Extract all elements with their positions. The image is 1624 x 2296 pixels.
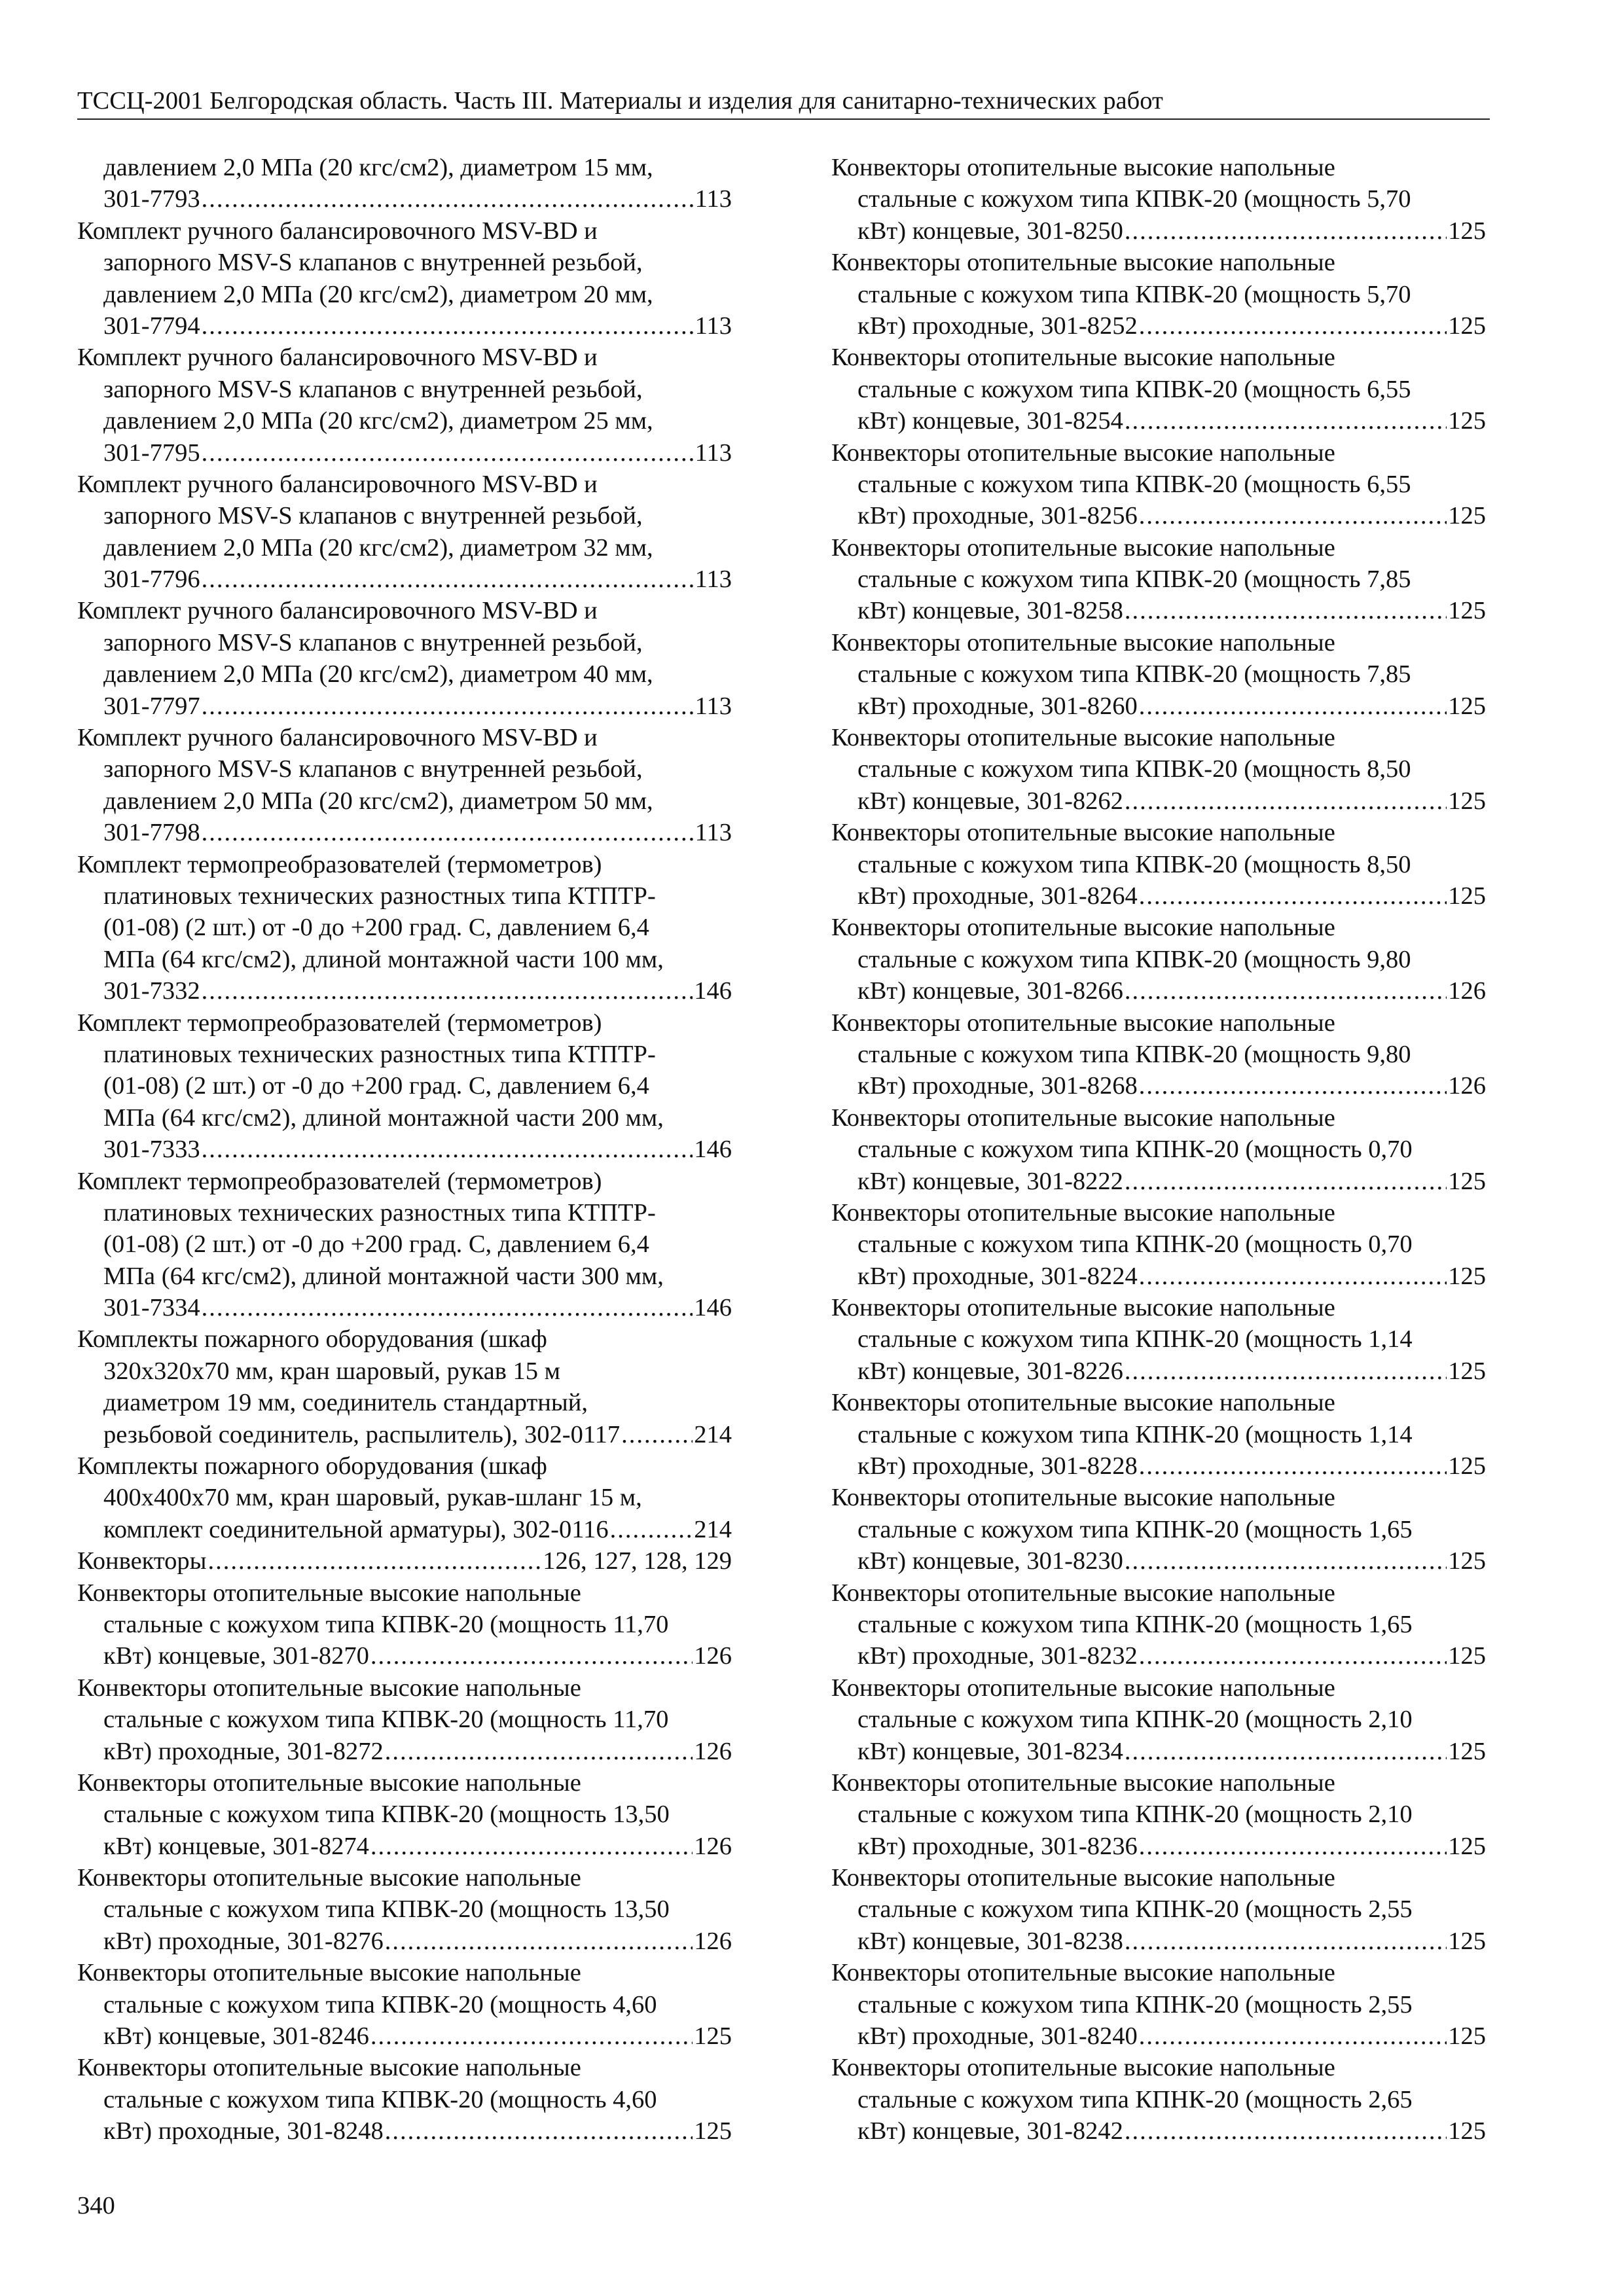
entry-text-line: стальные с кожухом типа КПНК-20 (мощность 2,10 [857, 1801, 1413, 1829]
page-reference: 125 [1448, 882, 1486, 910]
entry-last-line [831, 500, 1486, 531]
entry-code: 301-7795 [103, 439, 200, 467]
entry-text-line: Конвекторы отопительные высокие напольные [831, 154, 1335, 181]
entry-text-line: Конвекторы отопительные высокие напольные [831, 533, 1335, 562]
index-entry [831, 152, 1486, 247]
dot-leader [1125, 1355, 1447, 1387]
index-entry [77, 342, 732, 469]
index-entry [831, 437, 1486, 532]
index-entry [77, 152, 732, 215]
entry-code: 301-7797 [103, 692, 200, 720]
page-reference: 126 [1448, 1072, 1486, 1100]
running-header: ТССЦ-2001 Белгородская область. Часть III. Материалы и изделия для санитарно-технических работ [77, 87, 1163, 115]
dot-leader [202, 310, 694, 342]
entry-text-line: стальные с кожухом типа КПНК-20 (мощность 1,65 [857, 1610, 1413, 1638]
entry-text-line: (01-08) (2 шт.) от -0 до +200 град. С, давлением 6,4 [103, 1230, 649, 1259]
entry-text-line: Конвекторы отопительные высокие напольные [831, 249, 1335, 277]
dot-leader [1125, 215, 1447, 247]
entry-code: кВт) концевые, 301-8254 [857, 407, 1123, 435]
entry-code: кВт) проходные, 301-8232 [857, 1642, 1138, 1670]
entry-text-line: Конвекторы отопительные высокие напольные [77, 1768, 581, 1797]
entry-text-line: Конвекторы отопительные высокие напольные [831, 1484, 1335, 1512]
dot-leader [202, 564, 694, 595]
entry-last-line [831, 405, 1486, 437]
dot-leader [385, 1926, 693, 1957]
index-entry [77, 1450, 732, 1545]
index-column-left [77, 152, 732, 2147]
entry-text-line: стальные с кожухом типа КПВК-20 (мощность 9,80 [857, 1040, 1411, 1068]
page-reference: 125 [694, 2117, 732, 2145]
page-reference: 125 [1448, 597, 1486, 625]
entry-last-line [77, 1926, 732, 1957]
page-reference: 214 [694, 1515, 732, 1543]
page-reference: 126 [694, 1737, 732, 1765]
entry-text-line: Комплект ручного балансировочного MSV-BD и [77, 344, 598, 372]
entry-code: 301-7798 [103, 819, 200, 847]
page-reference: 126 [694, 1927, 732, 1955]
page-reference: 125 [1448, 217, 1486, 245]
entry-code: кВт) концевые, 301-8234 [857, 1737, 1123, 1765]
entry-code: комплект соединительной арматуры), 302-0116 [103, 1515, 609, 1543]
entry-text-line: Конвекторы отопительные высокие напольные [831, 1389, 1335, 1417]
header-rule [77, 118, 1490, 120]
index-entry [831, 2052, 1486, 2147]
entry-code: 301-7332 [103, 977, 200, 1005]
dot-leader [202, 1134, 693, 1165]
entry-text-line: стальные с кожухом типа КПНК-20 (мощность 1,14 [857, 1325, 1413, 1354]
page-reference: 125 [1448, 407, 1486, 435]
page-reference: 113 [695, 692, 732, 720]
index-entry [77, 1545, 732, 1577]
dot-leader [1125, 785, 1447, 817]
dot-leader [1125, 1545, 1447, 1577]
entry-code: кВт) концевые, 301-8230 [857, 1547, 1123, 1575]
index-entry [77, 849, 732, 1007]
entry-code: кВт) проходные, 301-8236 [857, 1832, 1138, 1860]
index-entry [831, 817, 1486, 912]
entry-code: кВт) проходные, 301-8224 [857, 1262, 1138, 1290]
page-reference: 113 [695, 819, 732, 847]
entry-last-line [77, 437, 732, 469]
entry-text-line: запорного MSV-S клапанов с внутренней резьбой, [103, 755, 643, 783]
entry-last-line [831, 1166, 1486, 1197]
entry-text-line: платиновых технических разностных типа КТПТР- [103, 1198, 656, 1227]
entry-last-line [77, 1545, 732, 1577]
entry-text-line: Комплект ручного балансировочного MSV-BD и [77, 217, 598, 245]
entry-text-line: стальные с кожухом типа КПВК-20 (мощность 8,50 [857, 850, 1411, 878]
dot-leader [202, 183, 694, 215]
dot-leader [1139, 1831, 1447, 1862]
entry-text-line: Конвекторы отопительные высокие напольные [77, 2054, 581, 2082]
entry-text-line: давлением 2,0 МПа (20 кгс/см2), диаметром 40 мм, [103, 660, 653, 689]
index-entry [831, 722, 1486, 817]
entry-last-line [831, 1070, 1486, 1102]
entry-text-line: (01-08) (2 шт.) от -0 до +200 град. С, давлением 6,4 [103, 914, 649, 942]
entry-text-line: стальные с кожухом типа КПВК-20 (мощность 5,70 [857, 280, 1411, 308]
entry-last-line [831, 2020, 1486, 2052]
entry-text-line: стальные с кожухом типа КПВК-20 (мощность 7,85 [857, 660, 1411, 689]
entry-text-line: запорного MSV-S клапанов с внутренней резьбой, [103, 628, 643, 656]
index-entry [831, 1862, 1486, 1957]
dot-leader [1125, 1926, 1447, 1957]
page-reference: 126, 127, 128, 129 [543, 1547, 732, 1575]
entry-last-line [77, 1514, 732, 1545]
page-reference: 125 [1448, 502, 1486, 530]
entry-code: кВт) проходные, 301-8268 [857, 1072, 1138, 1100]
index-entry [77, 1166, 732, 1324]
page-reference: 113 [695, 439, 732, 467]
entry-text-line: стальные с кожухом типа КПВК-20 (мощность 11,70 [103, 1610, 669, 1638]
entry-text-line: Конвекторы отопительные высокие напольные [831, 2054, 1335, 2082]
entry-text-line: Конвекторы отопительные высокие напольные [831, 439, 1335, 467]
dot-leader [370, 1831, 693, 1862]
entry-text-line: Комплект ручного балансировочного MSV-BD и [77, 724, 598, 752]
entry-text-line: стальные с кожухом типа КПНК-20 (мощность 0,70 [857, 1136, 1413, 1164]
index-entry [831, 342, 1486, 437]
entry-text-line: Конвекторы отопительные высокие напольные [77, 1864, 581, 1892]
page-reference: 125 [1448, 312, 1486, 340]
page-reference: 126 [1448, 977, 1486, 1005]
page-reference: 113 [695, 185, 732, 213]
entry-text-line: Конвекторы отопительные высокие напольные [831, 1579, 1335, 1607]
entry-code: кВт) концевые, 301-8266 [857, 977, 1123, 1005]
entry-last-line [831, 880, 1486, 912]
entry-last-line [77, 2115, 732, 2147]
entry-text-line: стальные с кожухом типа КПВК-20 (мощность 6,55 [857, 375, 1411, 403]
entry-code: кВт) концевые, 301-8262 [857, 787, 1123, 815]
page-reference: 125 [1448, 1832, 1486, 1860]
dot-leader [621, 1419, 693, 1450]
entry-code: Конвекторы [77, 1547, 207, 1575]
dot-leader [1139, 1070, 1447, 1102]
entry-text-line: Конвекторы отопительные высокие напольные [831, 1198, 1335, 1227]
page-reference: 125 [1448, 1547, 1486, 1575]
entry-text-line: стальные с кожухом типа КПВК-20 (мощность 13,50 [103, 1801, 670, 1829]
entry-text-line: Конвекторы отопительные высокие напольные [831, 344, 1335, 372]
page-reference: 214 [694, 1420, 732, 1448]
entry-code: 301-7334 [103, 1294, 200, 1322]
entry-text-line: Конвекторы отопительные высокие напольные [831, 1959, 1335, 1987]
entry-text-line: МПа (64 кгс/см2), длиной монтажной части 200 мм, [103, 1103, 664, 1132]
page-reference: 126 [694, 1642, 732, 1670]
index-entry [77, 595, 732, 722]
dot-leader [1125, 2115, 1447, 2147]
index-entry [831, 1577, 1486, 1672]
entry-code: кВт) проходные, 301-8256 [857, 502, 1138, 530]
page-reference: 125 [1448, 692, 1486, 720]
entry-text-line: стальные с кожухом типа КПВК-20 (мощность 4,60 [103, 2085, 657, 2113]
entry-text-line: 320x320x70 мм, кран шаровый, рукав 15 м [103, 1357, 561, 1385]
entry-code: кВт) концевые, 301-8226 [857, 1357, 1123, 1385]
index-entry [77, 2052, 732, 2147]
entry-text-line: Конвекторы отопительные высокие напольные [77, 1959, 581, 1987]
page-reference: 146 [694, 1294, 732, 1322]
entry-text-line: давлением 2,0 МПа (20 кгс/см2), диаметром 15 мм, [103, 154, 653, 181]
entry-text-line: стальные с кожухом типа КПВК-20 (мощность 7,85 [857, 565, 1411, 594]
index-entry [831, 1387, 1486, 1482]
index-entry [831, 1197, 1486, 1292]
entry-text-line: Комплект ручного балансировочного MSV-BD и [77, 597, 598, 625]
entry-text-line: Конвекторы отопительные высокие напольные [831, 628, 1335, 656]
page-reference: 125 [1448, 2022, 1486, 2051]
page-reference: 113 [695, 565, 732, 594]
entry-last-line [77, 1640, 732, 1672]
entry-text-line: запорного MSV-S клапанов с внутренней резьбой, [103, 375, 643, 403]
entry-text-line: давлением 2,0 МПа (20 кгс/см2), диаметром 32 мм, [103, 533, 653, 562]
entry-last-line [77, 310, 732, 342]
dot-leader [202, 975, 693, 1007]
entry-code: кВт) концевые, 301-8270 [103, 1642, 369, 1670]
entry-code: кВт) проходные, 301-8276 [103, 1927, 384, 1955]
page-reference: 125 [1448, 1642, 1486, 1670]
entry-last-line [77, 975, 732, 1007]
index-entry [831, 1957, 1486, 2052]
page-reference: 125 [1448, 1357, 1486, 1385]
entry-last-line [831, 1926, 1486, 1957]
entry-text-line: 400x400x70 мм, кран шаровый, рукав-шланг 15 м, [103, 1484, 642, 1512]
dot-leader [1139, 880, 1447, 912]
dot-leader [1139, 1450, 1447, 1482]
entry-code: кВт) концевые, 301-8246 [103, 2022, 369, 2051]
index-entry [77, 1323, 732, 1450]
entry-last-line [77, 817, 732, 848]
entry-text-line: давлением 2,0 МПа (20 кгс/см2), диаметром 20 мм, [103, 280, 653, 308]
entry-text-line: стальные с кожухом типа КПНК-20 (мощность 2,55 [857, 1895, 1413, 1924]
dot-leader [1125, 405, 1447, 437]
entry-text-line: МПа (64 кгс/см2), длиной монтажной части 300 мм, [103, 1262, 664, 1290]
dot-leader [385, 1736, 693, 1767]
index-entry [77, 1862, 732, 1957]
page-reference: 125 [1448, 1927, 1486, 1955]
index-entry [77, 1577, 732, 1672]
entry-last-line [77, 183, 732, 215]
entry-text-line: стальные с кожухом типа КПВК-20 (мощность 13,50 [103, 1895, 670, 1924]
entry-code: кВт) проходные, 301-8264 [857, 882, 1138, 910]
entry-text-line: стальные с кожухом типа КПВК-20 (мощность 9,80 [857, 945, 1411, 973]
entry-code: кВт) проходные, 301-8272 [103, 1737, 384, 1765]
entry-text-line: стальные с кожухом типа КПНК-20 (мощность 1,14 [857, 1420, 1413, 1448]
index-entry [831, 627, 1486, 722]
entry-text-line: стальные с кожухом типа КПНК-20 (мощность 0,70 [857, 1230, 1413, 1259]
entry-last-line [831, 785, 1486, 817]
entry-last-line [831, 2115, 1486, 2147]
entry-code: кВт) проходные, 301-8248 [103, 2117, 384, 2145]
entry-code: 301-7333 [103, 1136, 200, 1164]
index-entry [831, 1292, 1486, 1387]
index-entry [77, 1767, 732, 1862]
entry-text-line: Конвекторы отопительные высокие напольные [831, 1674, 1335, 1702]
entry-last-line [77, 1134, 732, 1165]
entry-text-line: Конвекторы отопительные высокие напольные [831, 1768, 1335, 1797]
entry-code: кВт) проходные, 301-8260 [857, 692, 1138, 720]
entry-text-line: запорного MSV-S клапанов с внутренней резьбой, [103, 502, 643, 530]
dot-leader [202, 691, 694, 722]
index-entry [831, 1672, 1486, 1767]
page-reference: 126 [694, 1832, 732, 1860]
index-entry [77, 1672, 732, 1767]
entry-last-line [77, 1292, 732, 1323]
index-entry [831, 1482, 1486, 1577]
entry-text-line: стальные с кожухом типа КПВК-20 (мощность 4,60 [103, 1990, 657, 2018]
page-reference: 146 [694, 1136, 732, 1164]
index-column-right [831, 152, 1486, 2147]
entry-text-line: Комплект ручного балансировочного MSV-BD и [77, 470, 598, 498]
entry-last-line [831, 1355, 1486, 1387]
entry-last-line [77, 1736, 732, 1767]
index-entry [831, 1007, 1486, 1102]
index-entry [77, 722, 732, 849]
entry-code: кВт) концевые, 301-8250 [857, 217, 1123, 245]
entry-text-line: Конвекторы отопительные высокие напольные [831, 1009, 1335, 1037]
entry-last-line [831, 691, 1486, 722]
entry-last-line [77, 564, 732, 595]
dot-leader [1125, 975, 1447, 1007]
entry-code: кВт) концевые, 301-8222 [857, 1167, 1123, 1195]
entry-text-line: Конвекторы отопительные высокие напольные [831, 1294, 1335, 1322]
entry-text-line: стальные с кожухом типа КПНК-20 (мощность 2,65 [857, 2085, 1413, 2113]
page-reference: 125 [694, 2022, 732, 2051]
entry-code: кВт) концевые, 301-8258 [857, 597, 1123, 625]
entry-text-line: (01-08) (2 шт.) от -0 до +200 град. С, давлением 6,4 [103, 1072, 649, 1100]
dot-leader [1139, 2020, 1447, 2052]
dot-leader [1139, 500, 1447, 531]
dot-leader [1139, 1640, 1447, 1672]
entry-text-line: давлением 2,0 МПа (20 кгс/см2), диаметром 25 мм, [103, 407, 653, 435]
index-entry [831, 1102, 1486, 1197]
entry-last-line [77, 2020, 732, 2052]
entry-last-line [77, 691, 732, 722]
dot-leader [385, 2115, 693, 2147]
dot-leader [1125, 1166, 1447, 1197]
entry-last-line [831, 1736, 1486, 1767]
entry-code: 301-7794 [103, 312, 200, 340]
entry-code: кВт) проходные, 301-8252 [857, 312, 1138, 340]
entry-text-line: стальные с кожухом типа КПВК-20 (мощность 5,70 [857, 185, 1411, 213]
entry-text-line: Комплект термопреобразователей (термометров) [77, 850, 602, 878]
entry-text-line: стальные с кожухом типа КПВК-20 (мощность 11,70 [103, 1706, 669, 1734]
index-entry [831, 247, 1486, 342]
entry-code: кВт) проходные, 301-8228 [857, 1452, 1138, 1480]
entry-text-line: давлением 2,0 МПа (20 кгс/см2), диаметром 50 мм, [103, 787, 653, 815]
dot-leader [610, 1514, 693, 1545]
entry-text-line: стальные с кожухом типа КПВК-20 (мощность 8,50 [857, 755, 1411, 783]
dot-leader [1125, 595, 1447, 626]
entry-code: кВт) концевые, 301-8238 [857, 1927, 1123, 1955]
dot-leader [1139, 310, 1447, 342]
entry-text-line: Конвекторы отопительные высокие напольные [831, 1103, 1335, 1132]
entry-code: кВт) концевые, 301-8242 [857, 2117, 1123, 2145]
dot-leader [208, 1545, 542, 1577]
dot-leader [1139, 691, 1447, 722]
index-entry [831, 912, 1486, 1007]
dot-leader [202, 437, 694, 469]
entry-last-line [77, 1831, 732, 1862]
entry-code: кВт) проходные, 301-8240 [857, 2022, 1138, 2051]
entry-code: резьбовой соединитель, распылитель), 302-0117 [103, 1420, 621, 1448]
entry-last-line [831, 1831, 1486, 1862]
entry-text-line: Конвекторы отопительные высокие напольные [831, 914, 1335, 942]
entry-text-line: платиновых технических разностных типа КТПТР- [103, 1040, 656, 1068]
index-entry [77, 469, 732, 596]
entry-text-line: Комплект термопреобразователей (термометров) [77, 1167, 602, 1195]
dot-leader [202, 817, 694, 848]
page-number: 340 [77, 2192, 115, 2219]
page-reference: 125 [1448, 787, 1486, 815]
entry-text-line: Конвекторы отопительные высокие напольные [831, 1864, 1335, 1892]
entry-code: 301-7793 [103, 185, 200, 213]
entry-text-line: МПа (64 кгс/см2), длиной монтажной части 100 мм, [103, 945, 664, 973]
dot-leader [1125, 1736, 1447, 1767]
entry-text-line: Комплекты пожарного оборудования (шкаф [77, 1452, 547, 1480]
entry-text-line: Конвекторы отопительные высокие напольные [77, 1579, 581, 1607]
page-reference: 125 [1448, 2117, 1486, 2145]
dot-leader [370, 2020, 693, 2052]
page-reference: 125 [1448, 1737, 1486, 1765]
entry-text-line: стальные с кожухом типа КПНК-20 (мощность 2,10 [857, 1706, 1413, 1734]
entry-code: кВт) концевые, 301-8274 [103, 1832, 369, 1860]
entry-last-line [831, 975, 1486, 1007]
entry-text-line: платиновых технических разностных типа КТПТР- [103, 882, 656, 910]
entry-text-line: Комплект термопреобразователей (термометров) [77, 1009, 602, 1037]
entry-text-line: Комплекты пожарного оборудования (шкаф [77, 1325, 547, 1354]
entry-last-line [831, 215, 1486, 247]
index-entry [831, 532, 1486, 627]
entry-last-line [831, 1261, 1486, 1292]
entry-text-line: диаметром 19 мм, соединитель стандартный, [103, 1389, 588, 1417]
entry-last-line [831, 1450, 1486, 1482]
page-reference: 125 [1448, 1262, 1486, 1290]
entry-last-line [831, 1640, 1486, 1672]
page-reference: 125 [1448, 1167, 1486, 1195]
dot-leader [202, 1292, 693, 1323]
entry-text-line: стальные с кожухом типа КПВК-20 (мощность 6,55 [857, 470, 1411, 498]
dot-leader [370, 1640, 693, 1672]
entry-last-line [831, 595, 1486, 626]
index-entry [831, 1767, 1486, 1862]
index-entry [77, 215, 732, 342]
page-reference: 146 [694, 977, 732, 1005]
page-reference: 125 [1448, 1452, 1486, 1480]
entry-text-line: Конвекторы отопительные высокие напольные [77, 1674, 581, 1702]
entry-last-line [831, 310, 1486, 342]
entry-text-line: Конвекторы отопительные высокие напольные [831, 819, 1335, 847]
page-reference: 113 [695, 312, 732, 340]
entry-code: 301-7796 [103, 565, 200, 594]
entry-text-line: Конвекторы отопительные высокие напольные [831, 724, 1335, 752]
dot-leader [1139, 1261, 1447, 1292]
index-entry [77, 1957, 732, 2052]
entry-last-line [831, 1545, 1486, 1577]
entry-text-line: стальные с кожухом типа КПНК-20 (мощность 2,55 [857, 1990, 1413, 2018]
entry-last-line [77, 1419, 732, 1450]
entry-text-line: стальные с кожухом типа КПНК-20 (мощность 1,65 [857, 1515, 1413, 1543]
entry-text-line: запорного MSV-S клапанов с внутренней резьбой, [103, 249, 643, 277]
index-entry [77, 1007, 732, 1166]
